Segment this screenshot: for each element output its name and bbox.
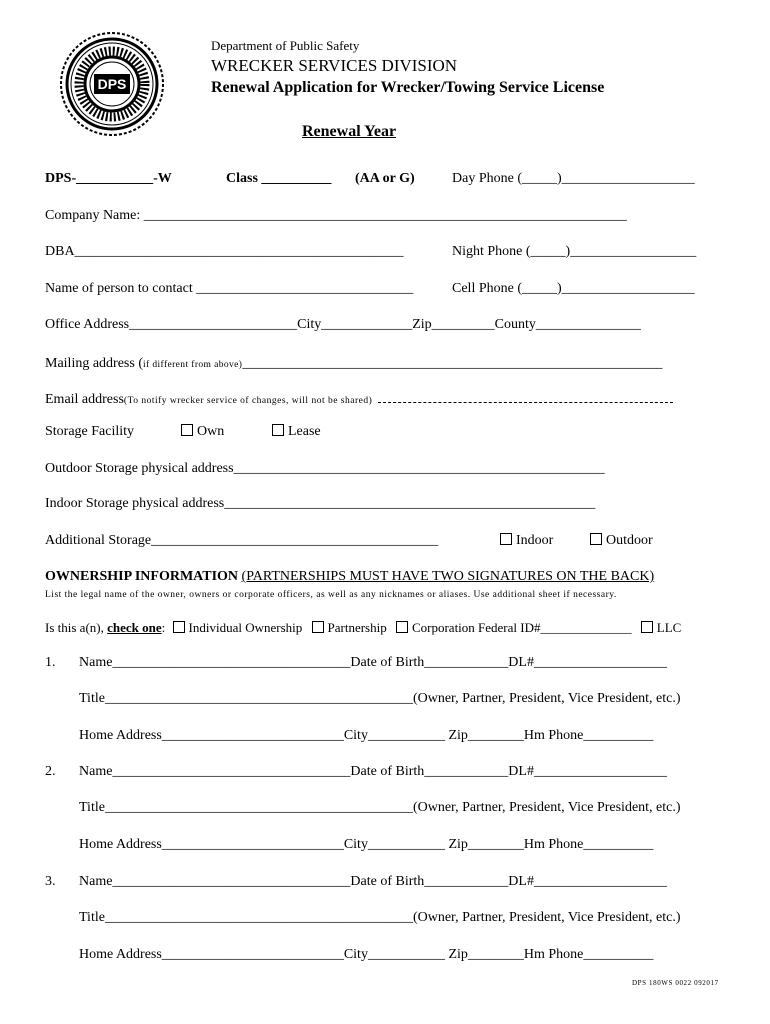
individual-box[interactable] (173, 621, 185, 633)
storage-facility-label: Storage Facility (45, 424, 135, 439)
email-label: Email address (45, 392, 124, 407)
additional-indoor-checkbox[interactable] (500, 533, 553, 549)
individual-checkbox[interactable] (173, 620, 303, 635)
additional-outdoor-label: Outdoor (606, 533, 653, 548)
own-checkbox[interactable] (181, 424, 224, 440)
mailing-label: Mailing address ( (45, 356, 143, 371)
check-one-label: check one (107, 620, 162, 635)
partnership-label: Partnership (327, 620, 387, 635)
additional-outdoor-box[interactable] (590, 533, 602, 545)
corporation-checkbox[interactable] (396, 620, 632, 635)
email-address-field[interactable] (45, 390, 673, 408)
mailing-line: ____________________________________________________________ (242, 356, 663, 371)
email-line (378, 402, 673, 403)
additional-outdoor-checkbox[interactable] (590, 533, 653, 549)
owner-2-name-row[interactable]: Name__________________________________Date of Birth____________DL#___________________ (79, 764, 667, 779)
department-name: Department of Public Safety (211, 38, 360, 53)
dba-field[interactable]: DBA_______________________________________________ (45, 244, 404, 259)
owner-3-name-row[interactable]: Name__________________________________Date of Birth____________DL#___________________ (79, 874, 667, 889)
night-phone-field[interactable]: Night Phone (_____)__________________ (452, 244, 697, 259)
class-note: (AA or G) (355, 171, 415, 186)
individual-label: Individual Ownership (188, 620, 303, 635)
company-name-field[interactable]: Company Name: _____________________________________________________________________ (45, 208, 627, 223)
is-this-label: Is this a(n), (45, 620, 104, 635)
ownership-type-row (45, 620, 681, 636)
corporation-label: Corporation Federal ID#______________ (411, 620, 632, 635)
seal-graphic (58, 30, 166, 138)
office-address-field[interactable]: Office Address________________________City_____________Zip_________County_______________ (45, 317, 641, 332)
llc-box[interactable] (641, 621, 653, 633)
owner-2-title-row[interactable]: Title____________________________________________(Owner, Partner, President, Vice President, etc.) (79, 800, 681, 815)
ownership-heading (45, 569, 654, 585)
additional-storage-field[interactable]: Additional Storage_________________________________________ (45, 533, 439, 548)
form-code: DPS 180WS 0022 092017 (632, 979, 719, 987)
dps-seal-logo (58, 30, 166, 138)
lease-checkbox[interactable] (272, 424, 321, 440)
partnership-box[interactable] (312, 621, 324, 633)
form-title: Renewal Application for Wrecker/Towing Service License (211, 79, 605, 96)
class-field[interactable]: Class __________ (226, 171, 332, 186)
own-checkbox-box[interactable] (181, 424, 193, 436)
check-one-colon: : (161, 620, 166, 635)
email-note: (To notify wrecker service of changes, will not be shared) (123, 396, 373, 406)
ownership-title: OWNERSHIP INFORMATION (45, 569, 239, 584)
owner-1-address-row[interactable]: Home Address__________________________City___________ Zip________Hm Phone__________ (79, 728, 654, 743)
additional-indoor-box[interactable] (500, 533, 512, 545)
owner-2-number: 2. (45, 764, 56, 779)
corporation-box[interactable] (396, 621, 408, 633)
seal-center-text: DPS (97, 76, 127, 92)
contact-person-field[interactable]: Name of person to contact _______________________________ (45, 281, 414, 296)
cell-phone-field[interactable]: Cell Phone (_____)___________________ (452, 281, 695, 296)
additional-indoor-label: Indoor (516, 533, 554, 548)
partnership-checkbox[interactable] (312, 620, 387, 635)
mailing-note: if different from above) (142, 360, 243, 370)
owner-3-address-row[interactable]: Home Address__________________________City___________ Zip________Hm Phone__________ (79, 947, 654, 962)
dps-number-field[interactable]: DPS-___________-W (45, 171, 172, 186)
ownership-note: (PARTNERSHIPS MUST HAVE TWO SIGNATURES ON THE BACK) (241, 569, 655, 584)
owner-1-number: 1. (45, 655, 56, 670)
day-phone-field[interactable]: Day Phone (_____)___________________ (452, 171, 695, 186)
own-label: Own (197, 424, 225, 439)
owner-3-number: 3. (45, 874, 56, 889)
ownership-instructions: List the legal name of the owner, owners or corporate officers, as well as any nicknames or aliases. Use additional sheet if necessary. (45, 590, 617, 600)
owner-2-address-row[interactable]: Home Address__________________________City___________ Zip________Hm Phone__________ (79, 837, 654, 852)
outdoor-storage-address-field[interactable]: Outdoor Storage physical address_____________________________________________________ (45, 461, 605, 476)
lease-label: Lease (288, 424, 321, 439)
llc-checkbox[interactable] (641, 620, 682, 635)
owner-3-title-row[interactable]: Title____________________________________________(Owner, Partner, President, Vice President, etc.) (79, 910, 681, 925)
owner-1-title-row[interactable]: Title____________________________________________(Owner, Partner, President, Vice President, etc.) (79, 691, 681, 706)
division-name: WRECKER SERVICES DIVISION (211, 56, 458, 75)
lease-checkbox-box[interactable] (272, 424, 284, 436)
owner-1-name-row[interactable]: Name__________________________________Date of Birth____________DL#___________________ (79, 655, 667, 670)
indoor-storage-address-field[interactable]: Indoor Storage physical address_____________________________________________________ (45, 496, 596, 511)
llc-label: LLC (656, 620, 682, 635)
renewal-year-label: Renewal Year (302, 123, 397, 140)
mailing-address-field[interactable] (45, 354, 662, 372)
